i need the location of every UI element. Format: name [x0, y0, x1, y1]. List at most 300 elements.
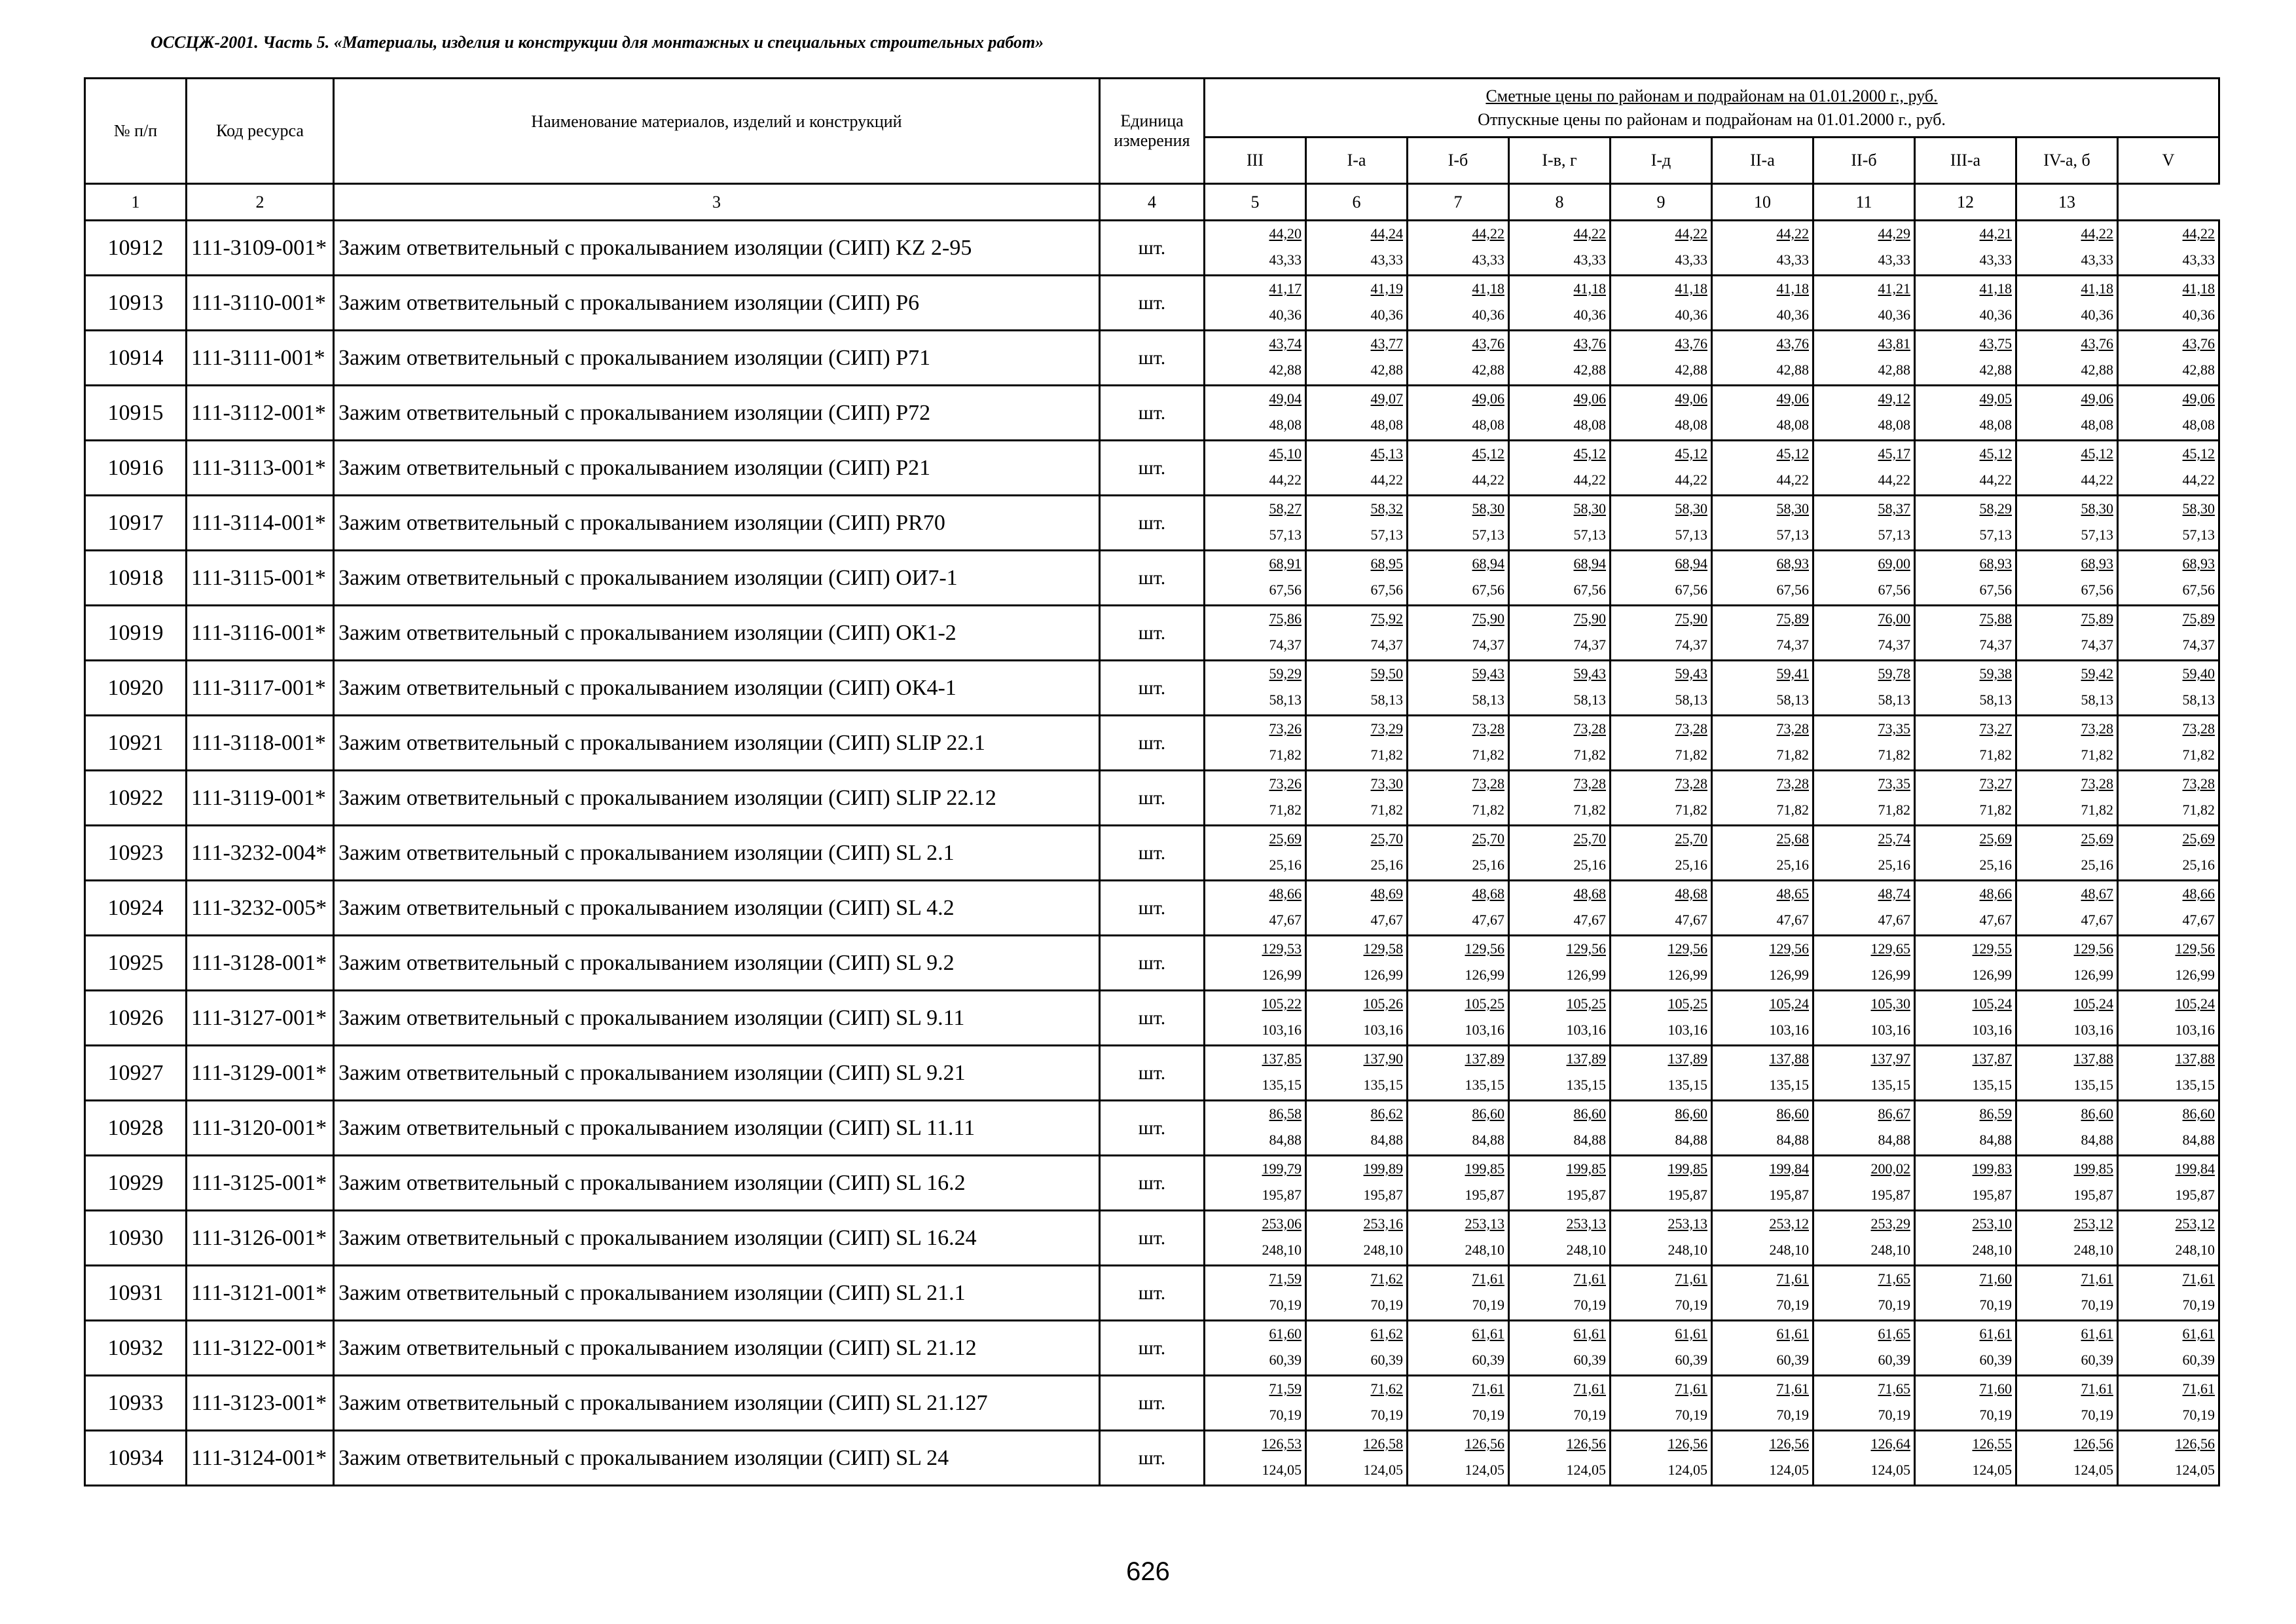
- estimate-price: 61,61: [2182, 1325, 2215, 1342]
- release-price: 135,15: [1363, 1077, 1403, 1093]
- price-cell: [2118, 771, 2219, 826]
- release-price: 103,16: [1363, 1022, 1403, 1038]
- material-name: Зажим ответвительный с прокалыванием изоляции (СИП) P71: [334, 331, 1100, 386]
- release-price: 126,99: [1465, 967, 1504, 983]
- estimate-price: 253,12: [2175, 1215, 2215, 1232]
- estimate-price: 61,61: [1675, 1325, 1707, 1342]
- price-cell: [1712, 221, 1813, 276]
- release-price: 42,88: [1979, 361, 2012, 378]
- unit-of-measure: шт.: [1100, 331, 1205, 386]
- price-cell: [1306, 1046, 1408, 1101]
- price-cell: [1205, 496, 1306, 551]
- price-cell: [1205, 441, 1306, 496]
- price-cell: [1408, 1431, 1509, 1486]
- estimate-price: 129,56: [1465, 940, 1504, 957]
- row-number: 10921: [85, 716, 187, 771]
- price-cell: [1205, 1266, 1306, 1321]
- release-price: 48,08: [1472, 416, 1504, 433]
- release-price: 47,67: [1776, 912, 1809, 928]
- estimate-price: 61,60: [1269, 1325, 1302, 1342]
- price-cell: [1306, 441, 1408, 496]
- row-number: 10916: [85, 441, 187, 496]
- row-number: 10926: [85, 991, 187, 1046]
- release-price: 40,36: [1370, 306, 1403, 323]
- unit-of-measure: шт.: [1100, 771, 1205, 826]
- resource-code: 111-3119-001*: [187, 771, 334, 826]
- price-cell: [1509, 1266, 1611, 1321]
- price-cell: [1408, 276, 1509, 331]
- release-price: 195,87: [2073, 1187, 2113, 1203]
- estimate-price: 105,26: [1363, 995, 1403, 1012]
- release-price: 74,37: [1979, 637, 2012, 653]
- release-price: 60,39: [2182, 1352, 2215, 1368]
- estimate-price: 73,28: [1675, 775, 1707, 792]
- estimate-price: 71,61: [1776, 1380, 1809, 1397]
- price-cell: [1306, 1321, 1408, 1376]
- release-price: 71,82: [1878, 802, 1910, 818]
- material-name: Зажим ответвительный с прокалыванием изоляции (СИП) SL 2.1: [334, 826, 1100, 881]
- estimate-price: 253,12: [2073, 1215, 2113, 1232]
- price-cell: [1915, 1376, 2016, 1431]
- estimate-price: 59,50: [1370, 665, 1403, 682]
- estimate-price: 44,22: [1776, 225, 1809, 242]
- region-header: III-а: [1915, 138, 2016, 184]
- estimate-price: 73,30: [1370, 775, 1403, 792]
- price-cell: [2016, 496, 2118, 551]
- estimate-price: 68,91: [1269, 555, 1302, 572]
- material-name: Зажим ответвительный с прокалыванием изоляции (СИП) SLIP 22.12: [334, 771, 1100, 826]
- price-cell: [1712, 1431, 1813, 1486]
- price-cell: [1408, 1266, 1509, 1321]
- estimate-price: 49,06: [1472, 390, 1504, 407]
- release-price: 70,19: [1269, 1407, 1302, 1423]
- release-price: 195,87: [1972, 1187, 2012, 1203]
- price-cell: [1306, 386, 1408, 441]
- price-cell: [1509, 716, 1611, 771]
- price-cell: [2016, 551, 2118, 606]
- price-cell: [1611, 661, 1712, 716]
- release-price: 74,37: [1675, 637, 1707, 653]
- release-price: 25,16: [1472, 857, 1504, 873]
- release-price: 195,87: [1465, 1187, 1504, 1203]
- estimate-price: 49,04: [1269, 390, 1302, 407]
- estimate-price: 59,38: [1979, 665, 2012, 682]
- release-price: 135,15: [1262, 1077, 1302, 1093]
- price-cell: [1813, 1431, 1915, 1486]
- unit-of-measure: шт.: [1100, 606, 1205, 661]
- release-price: 40,36: [1675, 306, 1707, 323]
- estimate-price: 45,12: [2081, 445, 2113, 462]
- release-price: 48,08: [1269, 416, 1302, 433]
- col-header-name: Наименование материалов, изделий и конструкций: [334, 79, 1100, 184]
- estimate-price: 126,56: [2175, 1435, 2215, 1452]
- release-price: 48,08: [1979, 416, 2012, 433]
- release-price: 67,56: [1269, 581, 1302, 598]
- release-price: 103,16: [1972, 1022, 2012, 1038]
- estimate-price: 73,28: [1472, 720, 1504, 737]
- price-cell: [1915, 386, 2016, 441]
- estimate-price: 25,69: [2182, 830, 2215, 847]
- price-cell: [1205, 771, 1306, 826]
- estimate-price: 199,85: [1667, 1160, 1707, 1177]
- release-price: 135,15: [1972, 1077, 2012, 1093]
- estimate-price: 73,35: [1878, 720, 1910, 737]
- release-price: 42,88: [2182, 361, 2215, 378]
- price-cell: [2016, 1431, 2118, 1486]
- price-cell: [2118, 1431, 2219, 1486]
- release-price: 43,33: [1269, 251, 1302, 268]
- region-header: I-в, г: [1509, 138, 1611, 184]
- price-cell: [1509, 1321, 1611, 1376]
- release-price: 70,19: [2182, 1407, 2215, 1423]
- price-cell: [1813, 551, 1915, 606]
- estimate-price: 45,17: [1878, 445, 1910, 462]
- release-price: 47,67: [1979, 912, 2012, 928]
- price-cell: [1915, 991, 2016, 1046]
- estimate-price: 49,12: [1878, 390, 1910, 407]
- region-header: IV-а, б: [2016, 138, 2118, 184]
- release-price: 84,88: [1776, 1132, 1809, 1148]
- price-cell: [1509, 1156, 1611, 1211]
- estimate-price: 48,66: [2182, 885, 2215, 902]
- release-price: 58,13: [2182, 692, 2215, 708]
- row-number: 10920: [85, 661, 187, 716]
- estimate-price: 129,53: [1262, 940, 1302, 957]
- release-price: 67,56: [1776, 581, 1809, 598]
- estimate-price: 199,84: [1769, 1160, 1809, 1177]
- estimate-price: 44,20: [1269, 225, 1302, 242]
- price-cell: [1611, 276, 1712, 331]
- price-cell: [1813, 1211, 1915, 1266]
- estimate-price: 44,22: [2182, 225, 2215, 242]
- column-number: 13: [2016, 184, 2118, 221]
- region-header: II-а: [1712, 138, 1813, 184]
- release-price: 42,88: [1675, 361, 1707, 378]
- col-header-code: Код ресурса: [187, 79, 334, 184]
- estimate-price: 44,22: [1573, 225, 1606, 242]
- column-number: 4: [1100, 184, 1205, 221]
- material-name: Зажим ответвительный с прокалыванием изоляции (СИП) ОК4-1: [334, 661, 1100, 716]
- unit-of-measure: шт.: [1100, 661, 1205, 716]
- release-price: 71,82: [2182, 747, 2215, 763]
- material-name: Зажим ответвительный с прокалыванием изоляции (СИП) SL 16.24: [334, 1211, 1100, 1266]
- release-price: 47,67: [1878, 912, 1910, 928]
- price-cell: [1611, 826, 1712, 881]
- price-cell: [1813, 276, 1915, 331]
- material-name: Зажим ответвительный с прокалыванием изоляции (СИП) PR70: [334, 496, 1100, 551]
- estimate-price: 76,00: [1878, 610, 1910, 627]
- price-cell: [1915, 771, 2016, 826]
- estimate-price: 73,27: [1979, 720, 2012, 737]
- estimate-price: 61,61: [1979, 1325, 2012, 1342]
- estimate-price: 45,12: [1472, 445, 1504, 462]
- unit-of-measure: шт.: [1100, 1101, 1205, 1156]
- price-cell: [2118, 1266, 2219, 1321]
- estimate-price: 71,61: [1472, 1380, 1504, 1397]
- release-price: 40,36: [1573, 306, 1606, 323]
- release-price: 40,36: [1878, 306, 1910, 323]
- release-price: 47,67: [1472, 912, 1504, 928]
- price-cell: [2118, 606, 2219, 661]
- estimate-price: 68,95: [1370, 555, 1403, 572]
- release-price: 124,05: [1566, 1462, 1606, 1478]
- price-cell: [1712, 991, 1813, 1046]
- estimate-price: 126,56: [1769, 1435, 1809, 1452]
- release-price: 48,08: [2182, 416, 2215, 433]
- row-number: 10912: [85, 221, 187, 276]
- release-price: 84,88: [1675, 1132, 1707, 1148]
- resource-code: 111-3111-001*: [187, 331, 334, 386]
- release-price: 195,87: [1566, 1187, 1606, 1203]
- release-price: 70,19: [1979, 1407, 2012, 1423]
- release-price: 60,39: [2081, 1352, 2113, 1368]
- estimate-price: 68,94: [1573, 555, 1606, 572]
- estimate-price: 73,28: [1776, 775, 1809, 792]
- price-cell: [1712, 1321, 1813, 1376]
- release-price: 67,56: [1878, 581, 1910, 598]
- estimate-price: 86,60: [1472, 1105, 1504, 1122]
- table-header: [85, 79, 2219, 221]
- release-price: 71,82: [1675, 802, 1707, 818]
- resource-code: 111-3118-001*: [187, 716, 334, 771]
- resource-code: 111-3232-004*: [187, 826, 334, 881]
- price-cell: [1306, 1211, 1408, 1266]
- price-cell: [1813, 331, 1915, 386]
- release-price: 103,16: [1465, 1022, 1504, 1038]
- release-price: 43,33: [1472, 251, 1504, 268]
- resource-code: 111-3129-001*: [187, 1046, 334, 1101]
- release-price: 67,56: [2081, 581, 2113, 598]
- row-number: 10933: [85, 1376, 187, 1431]
- column-number: 1: [85, 184, 187, 221]
- release-price: 126,99: [1769, 967, 1809, 983]
- release-price: 70,19: [2081, 1297, 2113, 1313]
- release-price: 25,16: [2182, 857, 2215, 873]
- price-cell: [1611, 386, 1712, 441]
- price-cell: [1915, 1156, 2016, 1211]
- row-number: 10919: [85, 606, 187, 661]
- release-price: 48,08: [1675, 416, 1707, 433]
- release-price: 44,22: [1472, 471, 1504, 488]
- region-header: I-б: [1408, 138, 1509, 184]
- resource-code: 111-3117-001*: [187, 661, 334, 716]
- release-price: 58,13: [1675, 692, 1707, 708]
- estimate-price: 253,16: [1363, 1215, 1403, 1232]
- release-price: 42,88: [1370, 361, 1403, 378]
- estimate-price: 59,29: [1269, 665, 1302, 682]
- price-cell: [1408, 1376, 1509, 1431]
- table-body: [85, 221, 2219, 1486]
- row-number: 10927: [85, 1046, 187, 1101]
- region-header: III: [1205, 138, 1306, 184]
- estimate-price: 126,55: [1972, 1435, 2012, 1452]
- unit-of-measure: шт.: [1100, 826, 1205, 881]
- price-cell: [1408, 826, 1509, 881]
- estimate-price: 44,29: [1878, 225, 1910, 242]
- release-price: 71,82: [1472, 802, 1504, 818]
- release-price: 135,15: [2073, 1077, 2113, 1093]
- estimate-price: 68,94: [1675, 555, 1707, 572]
- release-price: 124,05: [2073, 1462, 2113, 1478]
- unit-of-measure: шт.: [1100, 221, 1205, 276]
- release-price: 248,10: [1769, 1242, 1809, 1258]
- price-cell: [1306, 606, 1408, 661]
- estimate-price: 43,76: [2081, 335, 2113, 352]
- release-price: 126,99: [1667, 967, 1707, 983]
- release-price: 70,19: [1269, 1297, 1302, 1313]
- price-cell: [1205, 386, 1306, 441]
- prices-title-release: Отпускные цены по районам и подрайонам на 01.01.2000 г., руб.: [1478, 109, 1946, 129]
- row-number: 10918: [85, 551, 187, 606]
- unit-of-measure: шт.: [1100, 1046, 1205, 1101]
- estimate-price: 129,58: [1363, 940, 1403, 957]
- resource-code: 111-3127-001*: [187, 991, 334, 1046]
- price-cell: [2118, 1101, 2219, 1156]
- release-price: 71,82: [1269, 802, 1302, 818]
- price-cell: [1712, 1266, 1813, 1321]
- price-cell: [1306, 1431, 1408, 1486]
- release-price: 47,67: [1370, 912, 1403, 928]
- unit-of-measure: шт.: [1100, 496, 1205, 551]
- col-header-no: № п/п: [85, 79, 187, 184]
- estimate-price: 49,07: [1370, 390, 1403, 407]
- release-price: 47,67: [2081, 912, 2113, 928]
- table-row: [85, 1431, 2219, 1486]
- release-price: 40,36: [2081, 306, 2113, 323]
- price-cell: [2016, 276, 2118, 331]
- estimate-price: 71,61: [2081, 1380, 2113, 1397]
- estimate-price: 49,06: [1573, 390, 1606, 407]
- price-cell: [2016, 1321, 2118, 1376]
- release-price: 71,82: [1979, 747, 2012, 763]
- release-price: 71,82: [1573, 747, 1606, 763]
- release-price: 25,16: [2081, 857, 2113, 873]
- price-cell: [1712, 881, 1813, 936]
- estimate-price: 126,56: [1667, 1435, 1707, 1452]
- release-price: 71,82: [1269, 747, 1302, 763]
- estimate-price: 73,28: [2081, 720, 2113, 737]
- price-cell: [1813, 936, 1915, 991]
- table-row: [85, 936, 2219, 991]
- row-number: 10913: [85, 276, 187, 331]
- price-cell: [1712, 606, 1813, 661]
- estimate-price: 44,22: [1472, 225, 1504, 242]
- estimate-price: 86,58: [1269, 1105, 1302, 1122]
- release-price: 58,13: [1878, 692, 1910, 708]
- release-price: 58,13: [1776, 692, 1809, 708]
- estimate-price: 73,28: [2081, 775, 2113, 792]
- price-cell: [1915, 1266, 2016, 1321]
- table-row: [85, 276, 2219, 331]
- release-price: 42,88: [2081, 361, 2113, 378]
- estimate-price: 44,22: [2081, 225, 2113, 242]
- estimate-price: 73,26: [1269, 720, 1302, 737]
- estimate-price: 126,56: [1465, 1435, 1504, 1452]
- price-cell: [1915, 1321, 2016, 1376]
- release-price: 135,15: [2175, 1077, 2215, 1093]
- estimate-price: 41,18: [1776, 280, 1809, 297]
- release-price: 40,36: [1979, 306, 2012, 323]
- estimate-price: 73,28: [1472, 775, 1504, 792]
- price-cell: [1813, 991, 1915, 1046]
- estimate-price: 58,27: [1269, 500, 1302, 517]
- release-price: 25,16: [1269, 857, 1302, 873]
- estimate-price: 105,22: [1262, 995, 1302, 1012]
- release-price: 43,33: [2182, 251, 2215, 268]
- price-cell: [1712, 1046, 1813, 1101]
- estimate-price: 45,12: [1776, 445, 1809, 462]
- price-cell: [2016, 1046, 2118, 1101]
- release-price: 126,99: [1972, 967, 2012, 983]
- price-cell: [1712, 276, 1813, 331]
- estimate-price: 43,77: [1370, 335, 1403, 352]
- price-cell: [1205, 1321, 1306, 1376]
- release-price: 70,19: [1472, 1297, 1504, 1313]
- estimate-price: 48,68: [1573, 885, 1606, 902]
- release-price: 135,15: [1870, 1077, 1910, 1093]
- price-cell: [1712, 331, 1813, 386]
- resource-code: 111-3116-001*: [187, 606, 334, 661]
- release-price: 195,87: [1870, 1187, 1910, 1203]
- release-price: 71,82: [1573, 802, 1606, 818]
- release-price: 74,37: [1878, 637, 1910, 653]
- release-price: 124,05: [1870, 1462, 1910, 1478]
- release-price: 248,10: [2175, 1242, 2215, 1258]
- estimate-price: 25,74: [1878, 830, 1910, 847]
- price-cell: [1306, 1376, 1408, 1431]
- price-cell: [1712, 496, 1813, 551]
- price-cell: [1915, 716, 2016, 771]
- price-cell: [1408, 1321, 1509, 1376]
- release-price: 42,88: [1878, 361, 1910, 378]
- price-cell: [1408, 1101, 1509, 1156]
- estimate-price: 75,92: [1370, 610, 1403, 627]
- estimate-price: 137,90: [1363, 1050, 1403, 1067]
- material-name: Зажим ответвительный с прокалыванием изоляции (СИП) SL 16.2: [334, 1156, 1100, 1211]
- unit-of-measure: шт.: [1100, 1376, 1205, 1431]
- release-price: 43,33: [1573, 251, 1606, 268]
- price-cell: [1611, 1211, 1712, 1266]
- estimate-price: 73,29: [1370, 720, 1403, 737]
- estimate-price: 129,56: [1667, 940, 1707, 957]
- price-cell: [1205, 1431, 1306, 1486]
- estimate-price: 73,26: [1269, 775, 1302, 792]
- price-cell: [1205, 1211, 1306, 1266]
- price-cell: [1306, 991, 1408, 1046]
- price-cell: [1712, 441, 1813, 496]
- resource-code: 111-3126-001*: [187, 1211, 334, 1266]
- table-row: [85, 606, 2219, 661]
- release-price: 71,82: [2182, 802, 2215, 818]
- table-row: [85, 1046, 2219, 1101]
- material-name: Зажим ответвительный с прокалыванием изоляции (СИП) SL 11.11: [334, 1101, 1100, 1156]
- price-cell: [1813, 716, 1915, 771]
- price-cell: [1813, 771, 1915, 826]
- price-cell: [1205, 276, 1306, 331]
- price-cell: [1915, 441, 2016, 496]
- unit-of-measure: шт.: [1100, 1156, 1205, 1211]
- release-price: 44,22: [1878, 471, 1910, 488]
- estimate-price: 61,61: [1472, 1325, 1504, 1342]
- row-number: 10925: [85, 936, 187, 991]
- price-cell: [2118, 991, 2219, 1046]
- release-price: 25,16: [1776, 857, 1809, 873]
- estimate-price: 43,76: [2182, 335, 2215, 352]
- estimate-price: 69,00: [1878, 555, 1910, 572]
- release-price: 126,99: [1870, 967, 1910, 983]
- release-price: 70,19: [1979, 1297, 2012, 1313]
- release-price: 25,16: [1979, 857, 2012, 873]
